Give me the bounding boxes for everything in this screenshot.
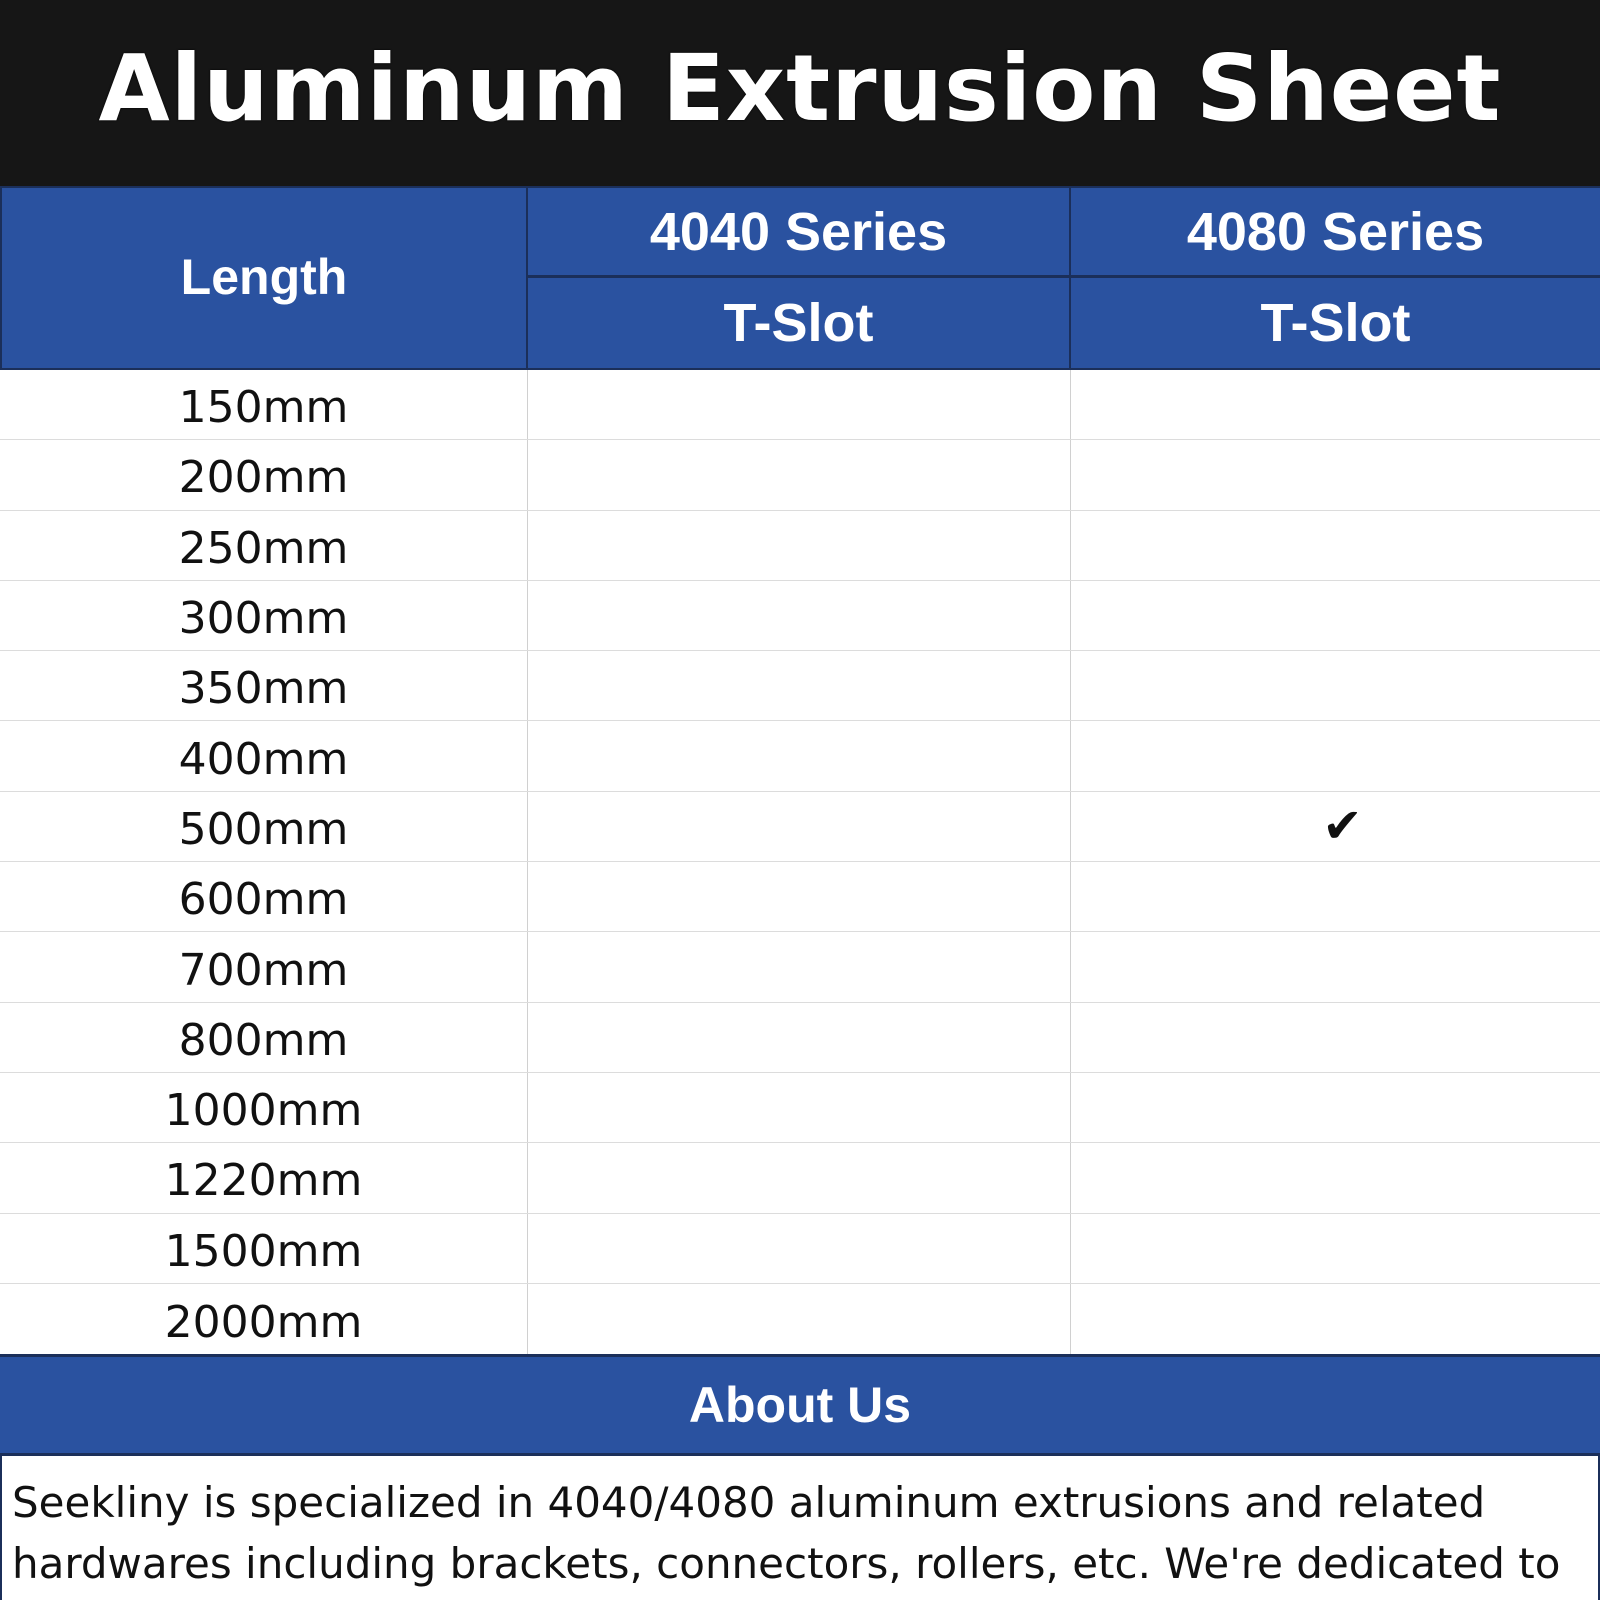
table-row bbox=[0, 511, 1600, 581]
length-cell: 350mm bbox=[0, 651, 528, 720]
series-4080-cell bbox=[1071, 440, 1600, 509]
table-row bbox=[0, 932, 1600, 1002]
series-4040-cell bbox=[528, 1214, 1071, 1283]
table-row bbox=[0, 651, 1600, 721]
length-cell: 600mm bbox=[0, 862, 528, 931]
series-4040-cell bbox=[528, 1284, 1071, 1354]
series-4040-cell bbox=[528, 932, 1071, 1001]
series-4080-cell bbox=[1071, 1143, 1600, 1212]
table-row bbox=[0, 792, 1600, 862]
series-4040-cell bbox=[528, 511, 1071, 580]
table-row bbox=[0, 1143, 1600, 1213]
table-row bbox=[0, 1003, 1600, 1073]
series-4040-cell bbox=[528, 581, 1071, 650]
table-row bbox=[0, 370, 1600, 440]
column-header-4040-series: 4040 Series bbox=[528, 186, 1071, 278]
length-cell: 150mm bbox=[0, 370, 528, 439]
series-4040-cell bbox=[528, 1073, 1071, 1142]
series-4040-cell bbox=[528, 1003, 1071, 1072]
length-cell: 700mm bbox=[0, 932, 528, 1001]
table-row bbox=[0, 1284, 1600, 1354]
length-cell: 300mm bbox=[0, 581, 528, 650]
series-4040-cell bbox=[528, 1143, 1071, 1212]
series-4080-cell bbox=[1071, 1073, 1600, 1142]
column-subheader-4080-type: T-Slot bbox=[1071, 278, 1600, 370]
series-4040-cell bbox=[528, 862, 1071, 931]
series-4040-cell bbox=[528, 651, 1071, 720]
length-cell: 500mm bbox=[0, 792, 528, 861]
length-cell: 1000mm bbox=[0, 1073, 528, 1142]
series-4080-cell bbox=[1071, 581, 1600, 650]
about-us-heading: About Us bbox=[0, 1354, 1600, 1456]
table-row bbox=[0, 862, 1600, 932]
table-row bbox=[0, 721, 1600, 791]
column-subheader-4040-type: T-Slot bbox=[528, 278, 1071, 370]
title-bar bbox=[0, 0, 1600, 186]
series-4080-cell bbox=[1071, 370, 1600, 439]
series-4040-cell bbox=[528, 440, 1071, 509]
length-cell: 200mm bbox=[0, 440, 528, 509]
length-cell: 250mm bbox=[0, 511, 528, 580]
about-us-text: Seekliny is specialized in 4040/4080 aluminum extrusions and related hardwares including brackets, connectors, rollers, etc. We're dedicated to bbox=[0, 1456, 1600, 1600]
series-4040-cell bbox=[528, 721, 1071, 790]
length-cell: 1500mm bbox=[0, 1214, 528, 1283]
table-body bbox=[0, 370, 1600, 1354]
table-row bbox=[0, 440, 1600, 510]
table-row bbox=[0, 1214, 1600, 1284]
length-cell: 400mm bbox=[0, 721, 528, 790]
series-4040-cell bbox=[528, 370, 1071, 439]
length-cell: 2000mm bbox=[0, 1284, 528, 1354]
length-cell: 1220mm bbox=[0, 1143, 528, 1212]
series-4080-cell bbox=[1071, 721, 1600, 790]
series-4080-cell bbox=[1071, 862, 1600, 931]
series-4040-cell bbox=[528, 792, 1071, 861]
table-row bbox=[0, 581, 1600, 651]
series-4080-cell bbox=[1071, 1284, 1600, 1354]
length-cell: 800mm bbox=[0, 1003, 528, 1072]
series-4080-cell bbox=[1071, 932, 1600, 1001]
page-title: Aluminum Extrusion Sheet bbox=[98, 34, 1502, 142]
column-header-length: Length bbox=[0, 186, 528, 370]
series-4080-cell bbox=[1071, 511, 1600, 580]
series-4080-cell bbox=[1071, 1003, 1600, 1072]
table-row bbox=[0, 1073, 1600, 1143]
series-4080-cell bbox=[1071, 651, 1600, 720]
checkmark-icon: ✔ bbox=[1322, 800, 1363, 854]
series-4080-cell bbox=[1071, 1214, 1600, 1283]
column-header-4080-series: 4080 Series bbox=[1071, 186, 1600, 278]
